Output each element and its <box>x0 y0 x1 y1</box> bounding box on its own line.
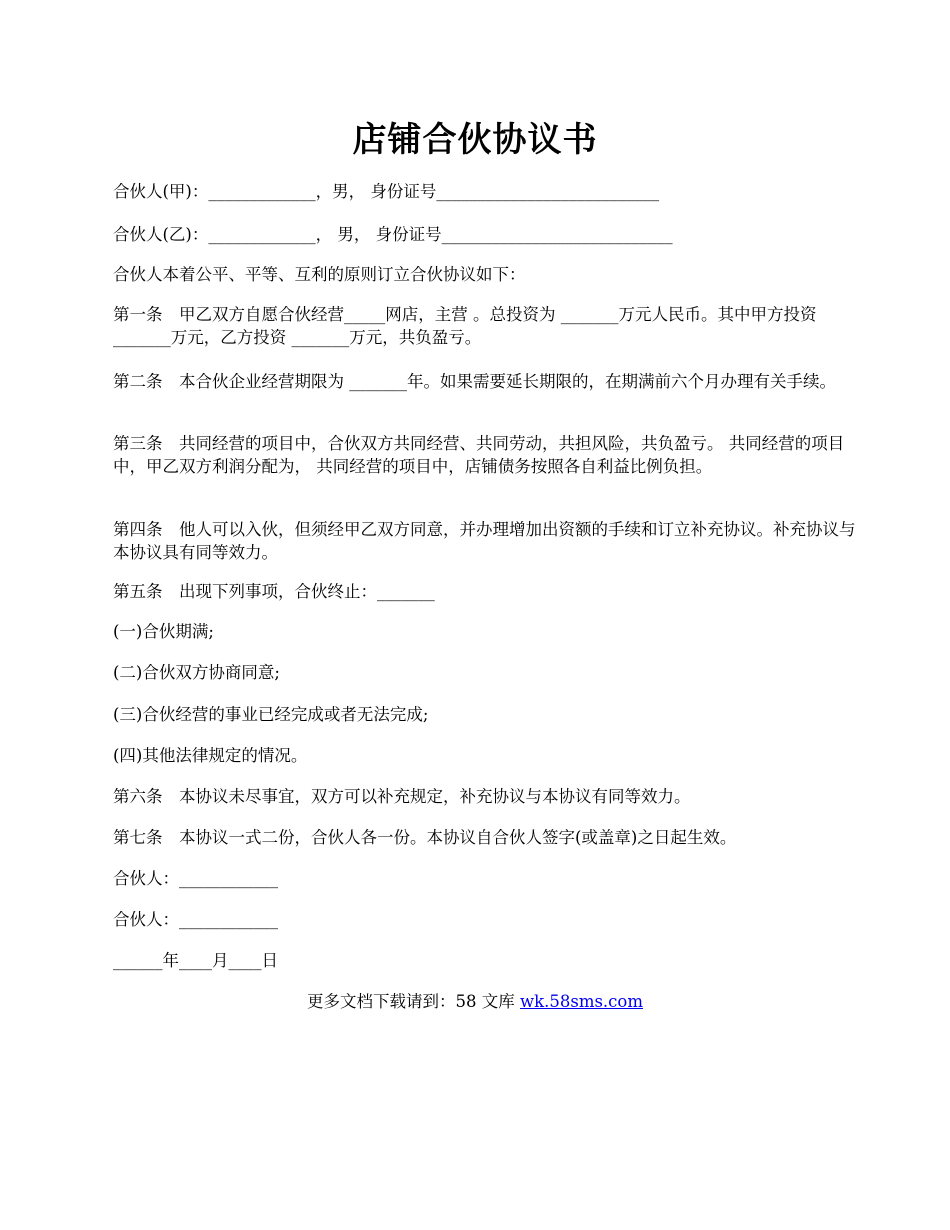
document-title: 店铺合伙协议书 <box>352 120 598 160</box>
article-6: 第六条 本协议未尽事宜，双方可以补充规定，补充协议与本协议有同等效力。 <box>113 787 691 806</box>
termination-item-4: (四)其他法律规定的情况。 <box>113 746 308 765</box>
article-2: 第二条 本合伙企业经营期限为 _______年。如果需要延长期限的，在期满前六个月办理有关手续。 <box>113 372 836 391</box>
footer-text: 更多文档下载请到：58 文库 <box>306 992 520 1011</box>
article-5: 第五条 出现下列事项，合伙终止：_______ <box>113 582 435 601</box>
partner-b-line: 合伙人(乙)：_____________， 男， 身份证号____________________________ <box>113 225 673 244</box>
article-3: 第三条 共同经营的项目中，合伙双方共同经营、共同劳动，共担风险，共负盈亏。 共同经营的项目中，甲乙双方利润分配为， 共同经营的项目中，店铺债务按照各自利益比例负担。 <box>113 434 845 476</box>
termination-item-3: (三)合伙经营的事业已经完成或者无法完成; <box>113 705 429 724</box>
signature-date: ______年____月____日 <box>113 951 278 970</box>
termination-item-1: (一)合伙期满; <box>113 622 214 641</box>
signature-partner-2: 合伙人：____________ <box>113 910 278 929</box>
footer-link[interactable]: wk.58sms.com <box>519 992 643 1011</box>
preamble: 合伙人本着公平、平等、互利的原则订立合伙协议如下： <box>113 265 526 284</box>
article-7: 第七条 本协议一式二份，合伙人各一份。本协议自合伙人签字(或盖章)之日起生效。 <box>113 828 737 847</box>
signature-partner-1: 合伙人：____________ <box>113 869 278 888</box>
partner-a-line: 合伙人(甲)：_____________，男， 身份证号___________________________ <box>113 182 660 201</box>
article-1: 第一条 甲乙双方自愿合伙经营_____网店，主营 。总投资为 _______万元人民币。其中甲方投资 _______万元，乙方投资 _______万元，共负盈亏。 <box>113 305 822 347</box>
article-4: 第四条 他人可以入伙，但须经甲乙双方同意，并办理增加出资额的手续和订立补充协议。补充协议与本协议具有同等效力。 <box>113 520 856 562</box>
termination-item-2: (二)合伙双方协商同意; <box>113 663 280 682</box>
footer <box>0 990 950 1013</box>
